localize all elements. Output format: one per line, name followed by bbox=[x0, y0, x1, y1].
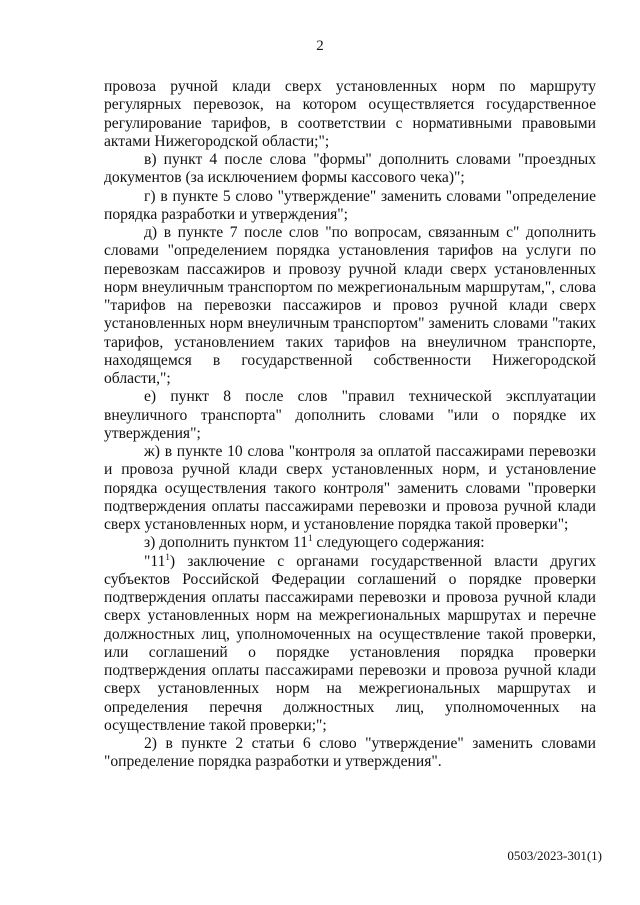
paragraph-item-e: е) пункт 8 после слов "правил технической эксплуатации внеуличного транспорта" дополнить словами "или о порядке их утверждения"; bbox=[104, 388, 596, 442]
paragraph-item-z-text: з) дополнить пунктом 11 bbox=[144, 534, 308, 552]
paragraph-item-g: г) в пункте 5 слово "утверждение" заменить словами "определение порядка разработки и утверждения"; bbox=[104, 187, 596, 223]
superscript-one: 1 bbox=[307, 533, 313, 544]
paragraph-item-z-text-end: следующего содержания: bbox=[312, 534, 485, 552]
document-code: 0503/2023-301(1) bbox=[507, 848, 602, 863]
page-number: 2 bbox=[316, 38, 324, 54]
paragraph-item-zh: ж) в пункте 10 слова "контроля за оплатой пассажирами перевозки и провоза ручной клади сверх установленных норм, и установление порядка осуществления такого контроля" заменить словами "проверки подтверждения оплаты пассажирами перевозки и провоза ручной клади сверх установленных норм, и установление порядка такой проверки"; bbox=[104, 443, 596, 533]
paragraph-new-point-11-1 bbox=[104, 553, 596, 736]
paragraph-item-2: 2) в пункте 2 статьи 6 слово "утверждение" заменить словами "определение порядка разработки и утверждения". bbox=[104, 735, 596, 771]
paragraph-continuation: провоза ручной клади сверх установленных норм по маршруту регулярных перевозок, на котором осуществляется государственное регулирование тарифов, в соответствии с нормативными правовыми актами Нижегородской области;"; bbox=[104, 78, 596, 150]
paragraph-item-v: в) пункт 4 после слова "формы" дополнить словами "проездных документов (за исключением формы кассового чека)"; bbox=[104, 151, 596, 187]
paragraph-item-d: д) в пункте 7 после слов "по вопросам, связанным с" дополнить словами "определением порядка установления тарифов на услуги по перевозкам пассажиров и провозу ручной клади сверх установленных норм внеуличным транспортом по межрегиональным маршрутам,", слова "тарифов на перевозки пассажиров и провоз ручной клади сверх установленных норм внеуличным транспортом" заменить словами "таких тарифов, установлением таких тарифов на внеуличном транспорте, находящемся в государственной собственности Нижегородской области,"; bbox=[104, 224, 596, 387]
paragraph-new-point-start: "11 bbox=[144, 552, 166, 570]
paragraph-new-point-text: ) заключение с органами государственной власти других субъектов Российской Федерации соглашений о порядке проверки подтверждения оплаты пассажирами перевозки и провоза ручной клади сверх установленных норм на межрегиональных маршрутах и перечне должностных лиц, уполномоченных на осуществление такой проверки, или соглашений о порядке установления порядка проверки подтверждения оплаты пассажирами перевозки и провоза ручной клади сверх установленных норм на межрегиональных маршрутах и определения перечня должностных лиц, уполномоченных на осуществление такой проверки;"; bbox=[104, 552, 596, 734]
document-body bbox=[104, 78, 596, 772]
paragraph-item-z bbox=[104, 534, 596, 552]
superscript-one: 1 bbox=[165, 551, 170, 562]
